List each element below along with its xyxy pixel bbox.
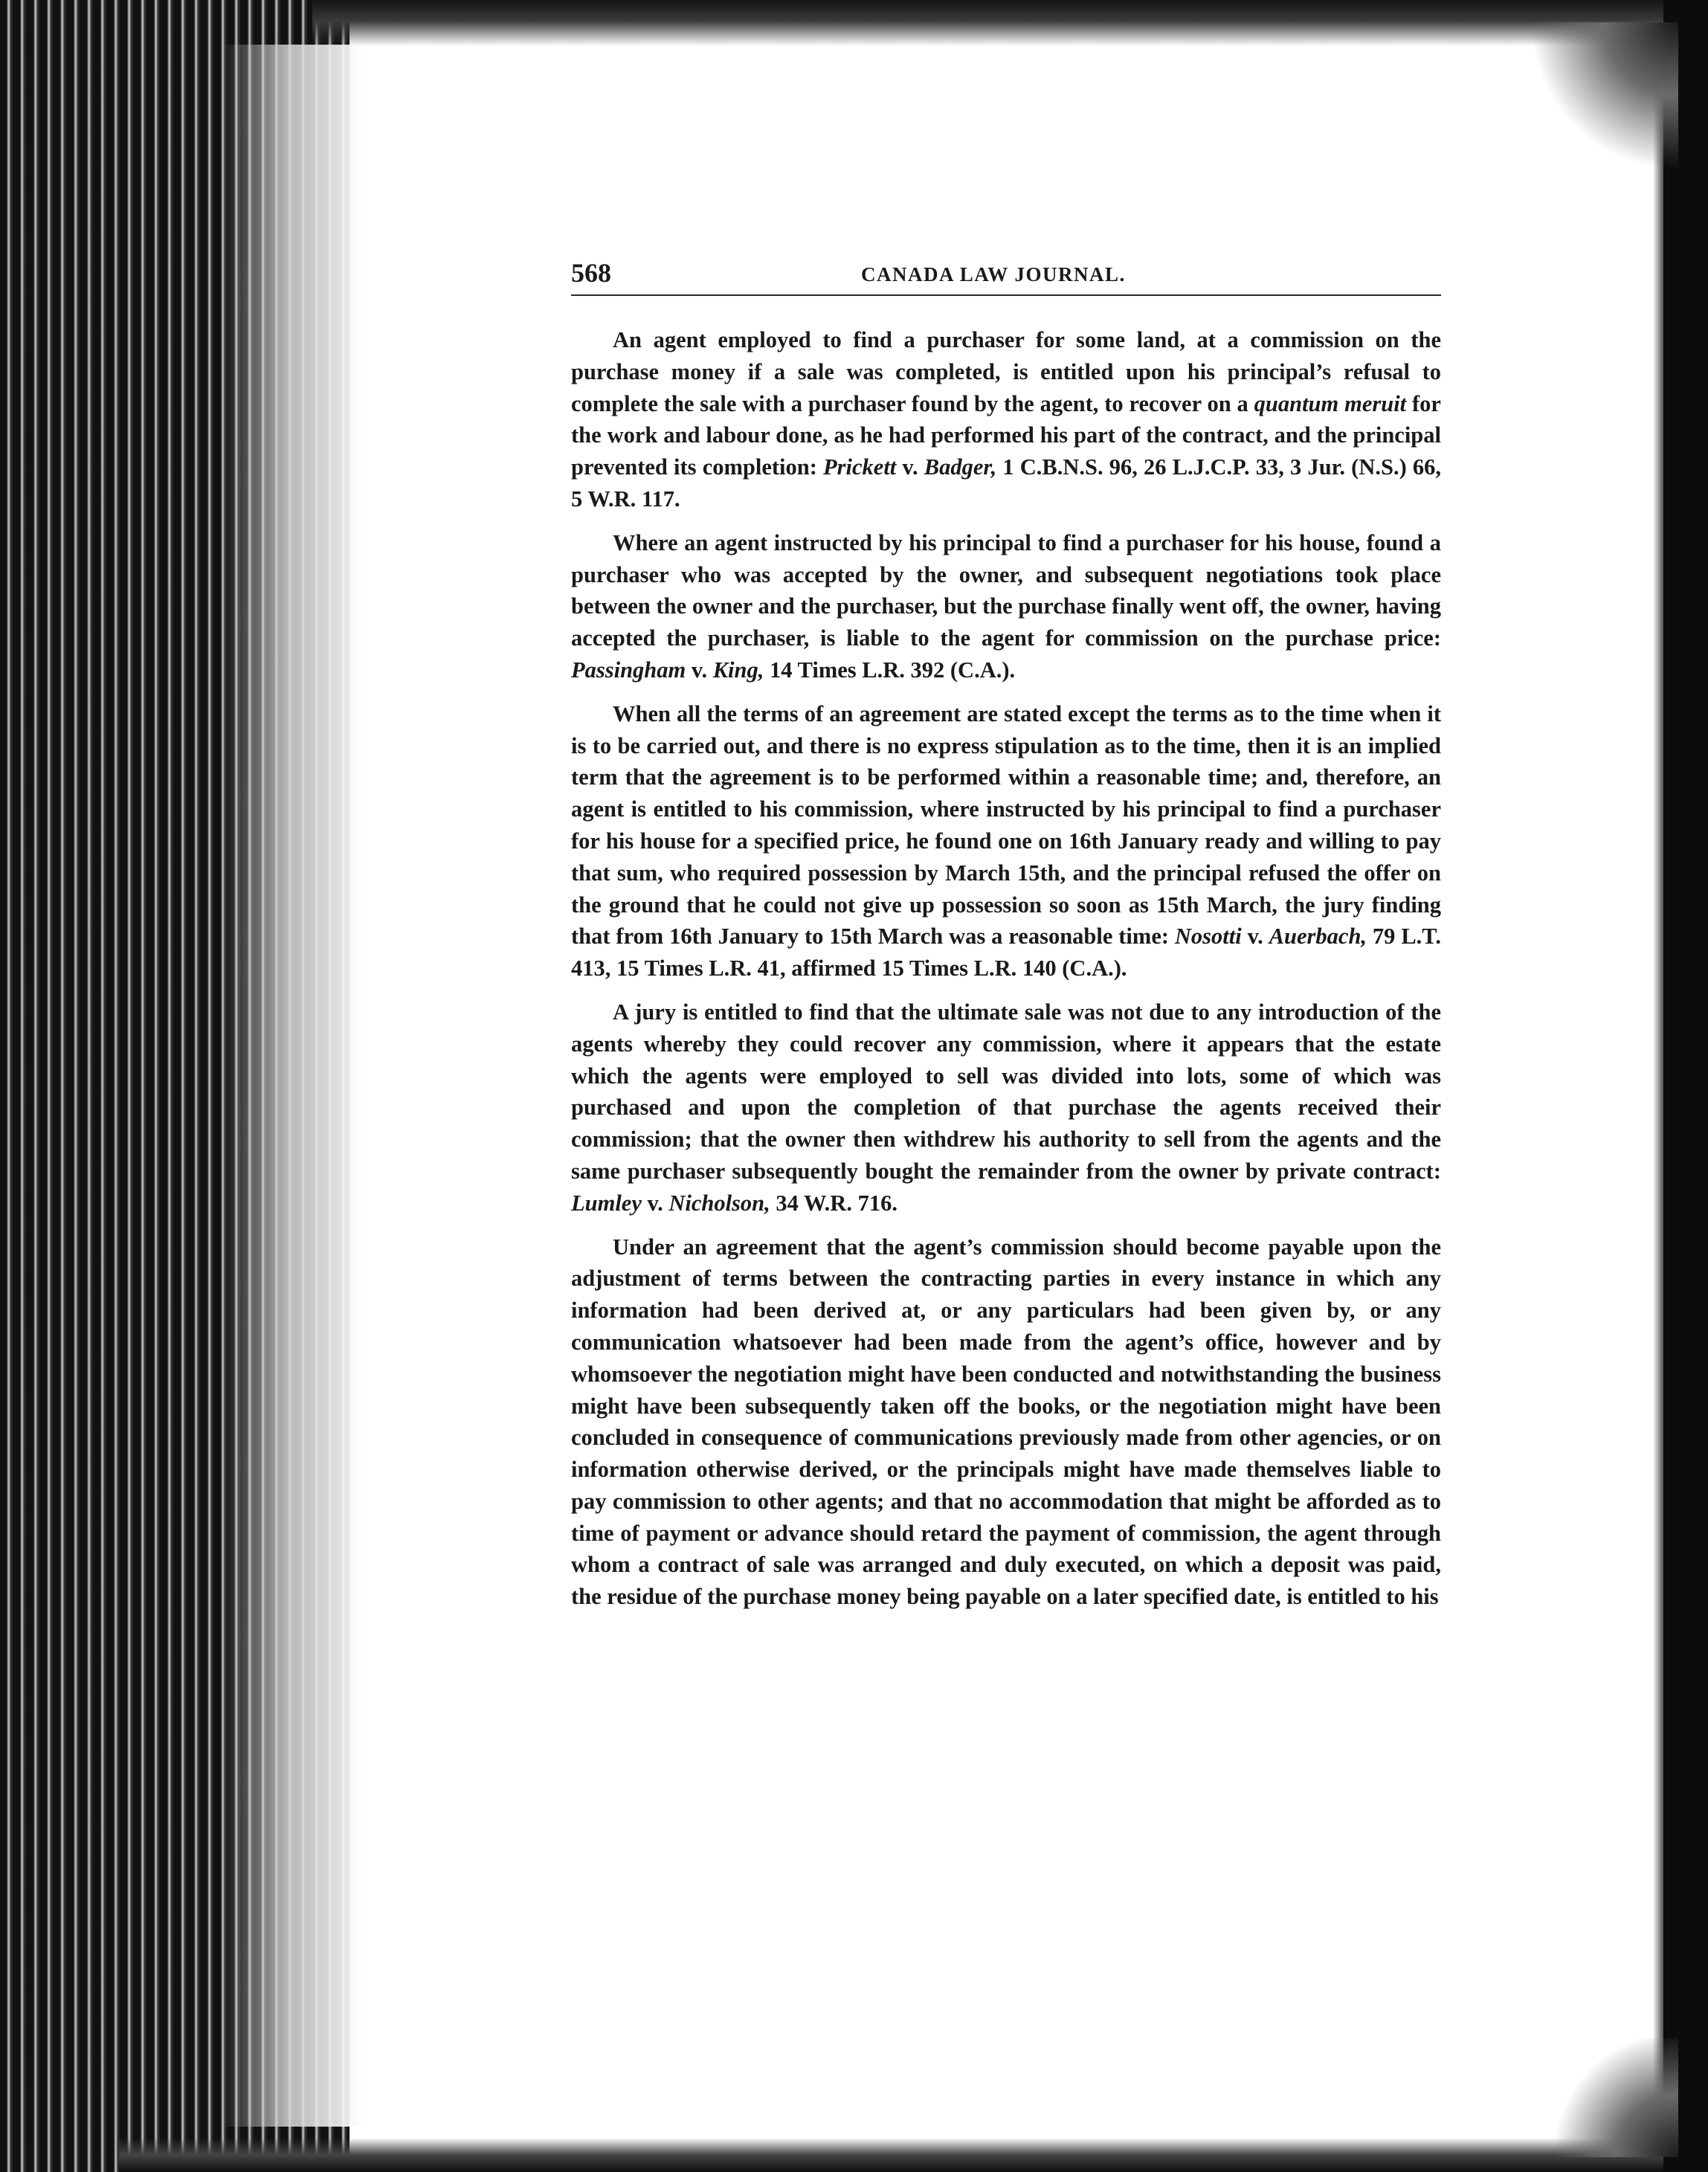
- text-run: v.: [1241, 924, 1269, 950]
- journal-title: CANADA LAW JOURNAL.: [861, 263, 1126, 286]
- paragraph: [571, 527, 1441, 686]
- paragraph: [571, 324, 1441, 515]
- case-party: Auerbach,: [1269, 924, 1367, 950]
- case-party: Nosotti: [1174, 924, 1242, 950]
- italic-term: quantum meruit: [1254, 390, 1407, 416]
- citation: 1 C.B.N.S. 96, 26 L.J.C.P. 33, 3 Jur. (N.S.) 66, 5 W.R. 117.: [571, 454, 1442, 512]
- bottom-right-corner-smudge: [1544, 2038, 1678, 2157]
- text-run: Under an agreement that the agent’s commission should become payable upon the adjustment of terms between the contracting parties in every instance in which any information had been derived at, or any particulars had been given by, or any communication whatsoever had been made from the agent’s office, however and by whomsoever the negotiation might have been conducted and notwithstanding the business might have been subsequently taken off the books, or the negotiation might have been concluded in consequence of communications previously made from other agencies, or on information otherwise derived, or the principals might have made themselves liable to pay commission to other agents; and that no accommodation that might be afforded as to time of payment or advance should retard the payment of commission, the agent through whom a contract of sale was arranged and duly executed, on which a deposit was paid, the residue of the purchase money being payable on a later specified date, is entitled to his: [571, 1234, 1441, 1610]
- text-run: v.: [686, 657, 713, 683]
- top-edge-shadow: [312, 0, 1708, 46]
- text-run: v.: [641, 1190, 669, 1216]
- paragraph: [571, 1231, 1441, 1614]
- page-content: [571, 250, 1441, 1625]
- citation: 79 L.T. 413, 15 Times L.R. 41, affirmed 15 Times L.R. 140 (C.A.).: [571, 924, 1441, 982]
- paragraph: [571, 698, 1441, 985]
- text-run: v.: [896, 454, 924, 480]
- bottom-edge-shadow: [119, 2138, 1708, 2172]
- text-run: An agent employed to find a purchaser for some land, at a commission on the purchase money if a sale was completed, is entitled upon his principal’s refusal to complete the sale with a purchaser found by the agent, to recover on a: [571, 327, 1441, 416]
- text-run: for the work and labour done, as he had performed his part of the contract, and the principal prevented its completion:: [571, 390, 1441, 480]
- text-run: Where an agent instructed by his principal to find a purchaser for his house, found a purchaser who was accepted by the owner, and subsequent negotiations took place between the owner and the purchaser, but the purchase finally went off, the owner, having accepted the purchaser, is liable to the agent for commission on the purchase price:: [571, 529, 1441, 651]
- text-run: When all the terms of an agreement are stated except the terms as to the time when it is to be carried out, and there is no express stipulation as to the time, then it is an implied term that the agreement is to be performed within a reasonable time; and, therefore, an agent is entitled to his commission, where instructed by his principal to find a purchaser for his house for a specified price, he found one on 16th January ready and willing to pay that sum, who required possession by March 15th, and the principal refused the offer on the ground that he could not give up possession so soon as 15th March, the jury finding that from 16th January to 15th March was a reasonable time:: [571, 700, 1441, 950]
- running-head: [571, 250, 1441, 296]
- right-edge-shadow: [1653, 30, 1663, 2156]
- top-right-corner-smudge: [1530, 22, 1678, 171]
- page-number: 568: [571, 258, 611, 288]
- case-party: King,: [712, 657, 764, 683]
- citation: 14 Times L.R. 392 (C.A.).: [764, 657, 1016, 683]
- gutter-shadow: [223, 45, 364, 2127]
- case-party: Passingham: [571, 657, 686, 683]
- paragraph: [571, 996, 1441, 1219]
- citation: 34 W.R. 716.: [770, 1190, 897, 1216]
- case-party: Prickett: [823, 454, 897, 480]
- case-party: Badger,: [924, 454, 997, 480]
- case-party: Nicholson,: [668, 1190, 770, 1216]
- text-run: A jury is entitled to find that the ultimate sale was not due to any introduction of the agents whereby they could recover any commission, where it appears that the estate which the agents were employed to sell was divided into lots, some of which was purchased and upon the completion of that purchase the agents received their commission; that the owner then withdrew his authority to sell from the agents and the same purchaser subsequently bought the remainder from the owner by private contract:: [571, 999, 1441, 1184]
- case-party: Lumley: [571, 1190, 642, 1216]
- body-text: [571, 324, 1441, 1613]
- right-page-edge: [1663, 0, 1708, 2172]
